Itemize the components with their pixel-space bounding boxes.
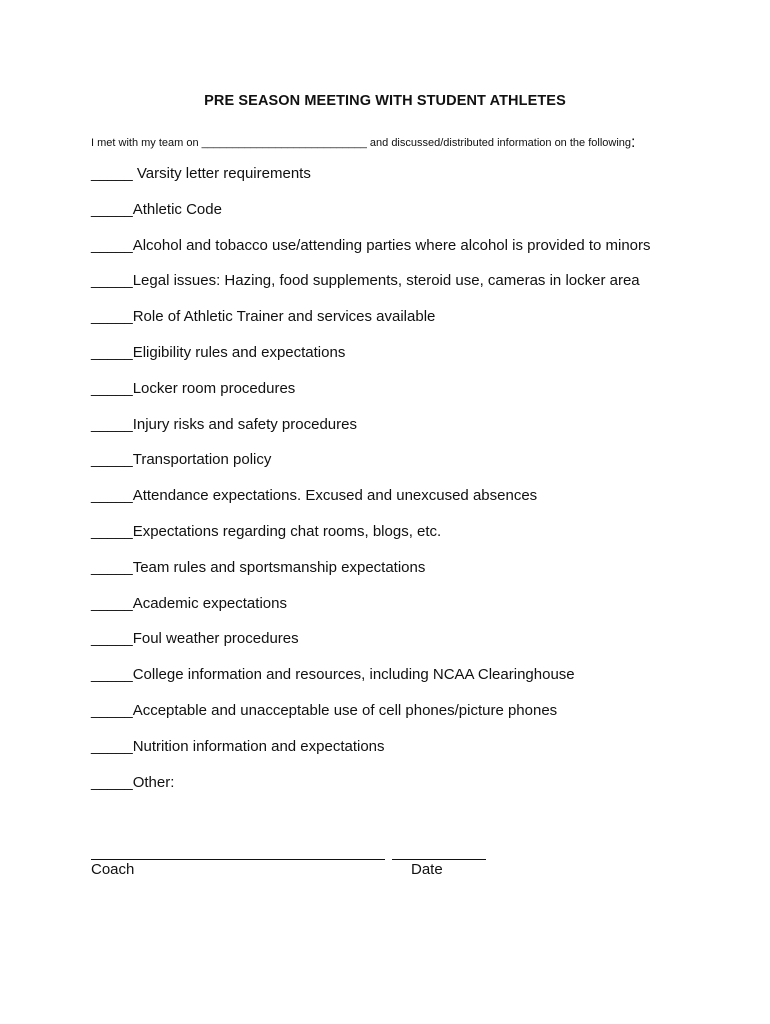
meeting-date-blank: ___________________________ xyxy=(201,137,367,149)
coach-label: Coach xyxy=(91,861,135,878)
checklist-item: _____Nutrition information and expectations xyxy=(91,737,385,755)
checklist-item: _____Injury risks and safety procedures xyxy=(91,415,357,433)
checklist-item: _____Alcohol and tobacco use/attending parties where alcohol is provided to minors xyxy=(91,236,651,254)
page-title: PRE SEASON MEETING WITH STUDENT ATHLETES xyxy=(204,93,566,109)
checklist-item: _____Role of Athletic Trainer and services available xyxy=(91,308,436,326)
checklist-item: _____Acceptable and unacceptable use of cell phones/picture phones xyxy=(91,701,558,719)
date-label: Date xyxy=(411,861,443,878)
intro-prefix: I met with my team on xyxy=(91,137,199,149)
checklist-item: _____Academic expectations xyxy=(91,594,287,612)
intro-suffix: and discussed/distributed information on the following xyxy=(369,137,632,149)
checklist-item: _____ Varsity letter requirements xyxy=(91,165,311,182)
intro-line xyxy=(91,133,635,151)
checklist-item: _____Transportation policy xyxy=(91,451,272,469)
checklist-item: _____Athletic Code xyxy=(91,200,222,218)
checklist-item: _____Locker room procedures xyxy=(91,379,296,397)
checklist-item: _____College information and resources, including NCAA Clearinghouse xyxy=(91,666,575,684)
checklist-item: _____Foul weather procedures xyxy=(91,630,299,648)
checklist-item: _____Legal issues: Hazing, food supplements, steroid use, cameras in locker area xyxy=(91,272,640,290)
intro-colon: : xyxy=(631,134,636,151)
date-signature-line xyxy=(392,859,486,860)
checklist-item: _____Attendance expectations. Excused and unexcused absences xyxy=(91,487,538,505)
checklist xyxy=(91,165,651,809)
checklist-item: _____Eligibility rules and expectations xyxy=(91,343,346,361)
checklist-item: _____Expectations regarding chat rooms, blogs, etc. xyxy=(91,522,442,540)
checklist-item: _____Team rules and sportsmanship expectations xyxy=(91,558,426,576)
coach-signature-line xyxy=(91,859,385,860)
checklist-item: _____Other: xyxy=(91,773,175,791)
